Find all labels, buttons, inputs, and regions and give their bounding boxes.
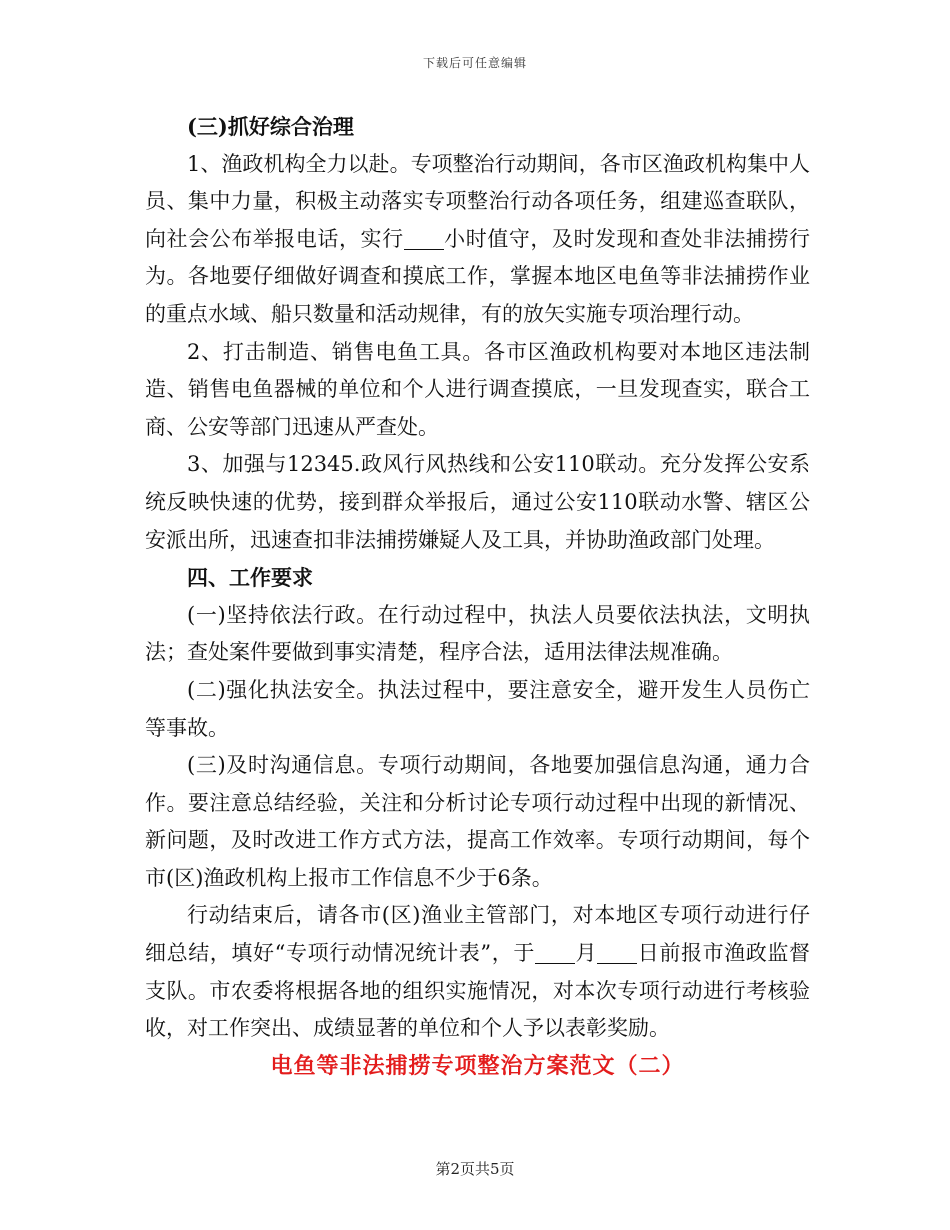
paragraph-7-part-b: 月 <box>574 941 598 966</box>
paragraph-4: (一)坚持依法行政。在行动过程中，执法人员要依法执法，文明执法；查处案件要做到事实清楚，程序合法，适用法律法规准确。 <box>145 602 810 665</box>
paragraph-5: (二)强化执法安全。执法过程中，要注意安全，避开发生人员伤亡等事故。 <box>145 677 810 740</box>
paragraph-6: (三)及时沟通信息。专项行动期间，各地要加强信息沟通，通力合作。要注意总结经验，关注和分析讨论专项行动过程中出现的新情况、新问题，及时改进工作方式方法，提高工作效率。专项行动期间，每个市(区)渔政机构上报市工作信息不少于6条。 <box>145 753 810 890</box>
paragraph-2: 2、打击制造、销售电鱼工具。各市区渔政机构要对本地区违法制造、销售电鱼器械的单位和个人进行调查摸底，一旦发现查实，联合工商、公安等部门迅速从严查处。 <box>145 339 810 439</box>
blank-field-day <box>597 942 637 964</box>
paragraph-7-part-c: 日前报市渔政监督支队。市农委将根据各地的组织实施情况，对本次专项行动进行考核验收，对工作突出、成绩显著的单位和个人予以表彰奖励。 <box>145 941 811 1041</box>
paragraph-7 <box>145 897 810 1047</box>
paragraph-7-part-a: 行动结束后，请各市(区)渔业主管部门，对本地区专项行动进行仔细总结，填好“专项行动情况统计表”，于 <box>145 903 810 966</box>
paragraph-1 <box>145 146 810 334</box>
page-number: 第2页共5页 <box>435 1160 515 1178</box>
paragraph-1-part-b: 小时值守，及时发现和查处非法捕捞行为。各地要仔细做好调查和摸底工作，掌握本地区电鱼等非法捕捞作业的重点水域、船只数量和活动规律，有的放矢实施专项治理行动。 <box>145 226 811 326</box>
section-heading-4: 四、工作要求 <box>187 565 313 591</box>
paragraph-3: 3、加强与12345.政风行风热线和公安110联动。充分发挥公安系统反映快速的优势，接到群众举报后，通过公安110联动水警、辖区公安派出所，迅速查扣非法捕捞嫌疑人及工具，并协助渔政部门处理。 <box>145 452 810 552</box>
blank-field-month <box>535 942 575 964</box>
blank-field-hours <box>404 228 444 250</box>
next-document-title: 电鱼等非法捕捞专项整治方案范文（二） <box>270 1052 685 1079</box>
section-heading-3: (三)抓好综合治理 <box>187 114 354 139</box>
page-header-note: 下载后可任意编辑 <box>422 56 527 70</box>
paragraph-1-part-a: 1、渔政机构全力以赴。专项整治行动期间，各市区渔政机构集中人员、集中力量，积极主动落实专项整治行动各项任务，组建巡查联队，向社会公布举报电话，实行 <box>145 151 810 251</box>
document-body <box>145 108 810 1085</box>
